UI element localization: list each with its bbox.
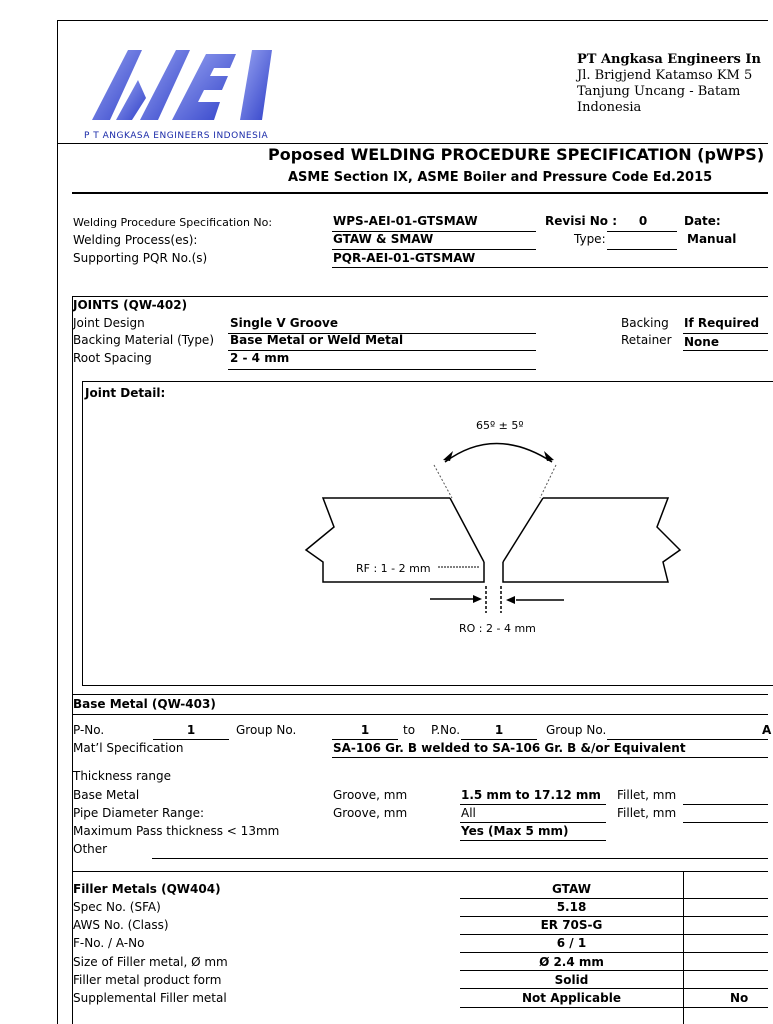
date-label: Date: [684,214,721,228]
filler-row-value: Not Applicable [522,991,621,1005]
type-label: Type: [574,232,606,246]
base-metal-heading: Base Metal (QW-403) [73,697,216,711]
revisi-value: 0 [638,214,648,228]
filler-row-value: Solid [554,973,589,987]
thickness-label: Thickness range [73,769,172,783]
pno-label: P-No. [73,723,105,737]
group-value: 1 [360,723,370,737]
company-address-1: Jl. Brigjend Katamso KM 5 [577,68,753,83]
spec-value: SA-106 Gr. B welded to SA-106 Gr. B &/or Equivalent [333,741,686,755]
joint-design-value: Single V Groove [230,316,338,330]
company-address-3: Indonesia [577,100,642,115]
filler-row-label: F-No. / A-No [73,936,145,950]
revisi-label: Revisi No : [545,214,618,228]
filler-col2-last: No [730,991,749,1005]
wps-no-value: WPS-AEI-01-GTSMAW [333,214,478,228]
filler-heading: Filler Metals (QW404) [73,882,221,896]
other-label: Other [73,842,108,856]
rf-label: RF : 1 - 2 mm [356,562,431,575]
backing-label: Backing [621,316,669,330]
filler-row-value: 5.18 [556,900,587,914]
ro-label: RO : 2 - 4 mm [459,622,536,635]
process-label: Welding Process(es): [73,233,198,247]
process-value: GTAW & SMAW [333,232,434,246]
company-logo [80,40,280,135]
max-pass-value: Yes (Max 5 mm) [461,824,569,838]
max-pass-label: Maximum Pass thickness < 13mm [73,824,280,838]
filler-column-header: GTAW [552,882,591,896]
angle-label: 65º ± 5º [476,419,524,432]
spec-label: Mat’l Specification [73,741,184,755]
filler-row-value: 6 / 1 [556,936,587,950]
pipe-diameter-value: All [461,806,476,820]
fillet-label: Fillet, mm [617,788,677,802]
group-label: Group No. [236,723,297,737]
joint-detail-label: Joint Detail: [85,386,166,400]
pqr-label: Supporting PQR No.(s) [73,251,208,265]
filler-row-label: Spec No. (SFA) [73,900,161,914]
filler-row-label: Supplemental Filler metal [73,991,227,1005]
pno2-value: 1 [494,723,504,737]
retainer-value: None [684,335,719,349]
groove-label: Groove, mm [333,788,408,802]
pno2-label: P.No. [431,723,461,737]
backing-material-value: Base Metal or Weld Metal [230,333,404,347]
group2-label: Group No. [546,723,607,737]
groove2-label: Groove, mm [333,806,408,820]
filler-row-label: Size of Filler metal, Ø mm [73,955,228,969]
to-label: to [403,723,416,737]
page-title: Poposed WELDING PROCEDURE SPECIFICATION (pWPS) [268,145,765,164]
filler-row-value: Ø 2.4 mm [539,955,604,969]
company-name: PT Angkasa Engineers In [577,52,761,67]
group2-value: A [762,723,772,737]
backing-value: If Required [684,316,760,330]
page-subtitle: ASME Section IX, ASME Boiler and Pressure Code Ed.2015 [288,170,713,185]
fillet2-label: Fillet, mm [617,806,677,820]
backing-material-label: Backing Material (Type) [73,333,214,347]
pqr-value: PQR-AEI-01-GTSMAW [333,251,476,265]
filler-row-label: AWS No. (Class) [73,918,169,932]
wps-no-label: Welding Procedure Specification No: [73,216,273,229]
filler-row-value: ER 70S-G [540,918,603,932]
pipe-diameter-label: Pipe Diameter Range: [73,806,205,820]
joint-detail-drawing [290,410,690,640]
filler-row-label: Filler metal product form [73,973,222,987]
root-spacing-label: Root Spacing [73,351,152,365]
groove-value: 1.5 mm to 17.12 mm [461,788,601,802]
joints-heading: JOINTS (QW-402) [73,298,188,312]
base-metal-label: Base Metal [73,788,140,802]
type-value: Manual [687,232,737,246]
root-spacing-value: 2 - 4 mm [230,351,290,365]
retainer-label: Retainer [621,333,672,347]
joint-design-label: Joint Design [73,316,145,330]
pno-value: 1 [186,723,196,737]
company-address-2: Tanjung Uncang - Batam [577,84,741,99]
logo-caption: P T ANGKASA ENGINEERS INDONESIA [84,131,269,141]
